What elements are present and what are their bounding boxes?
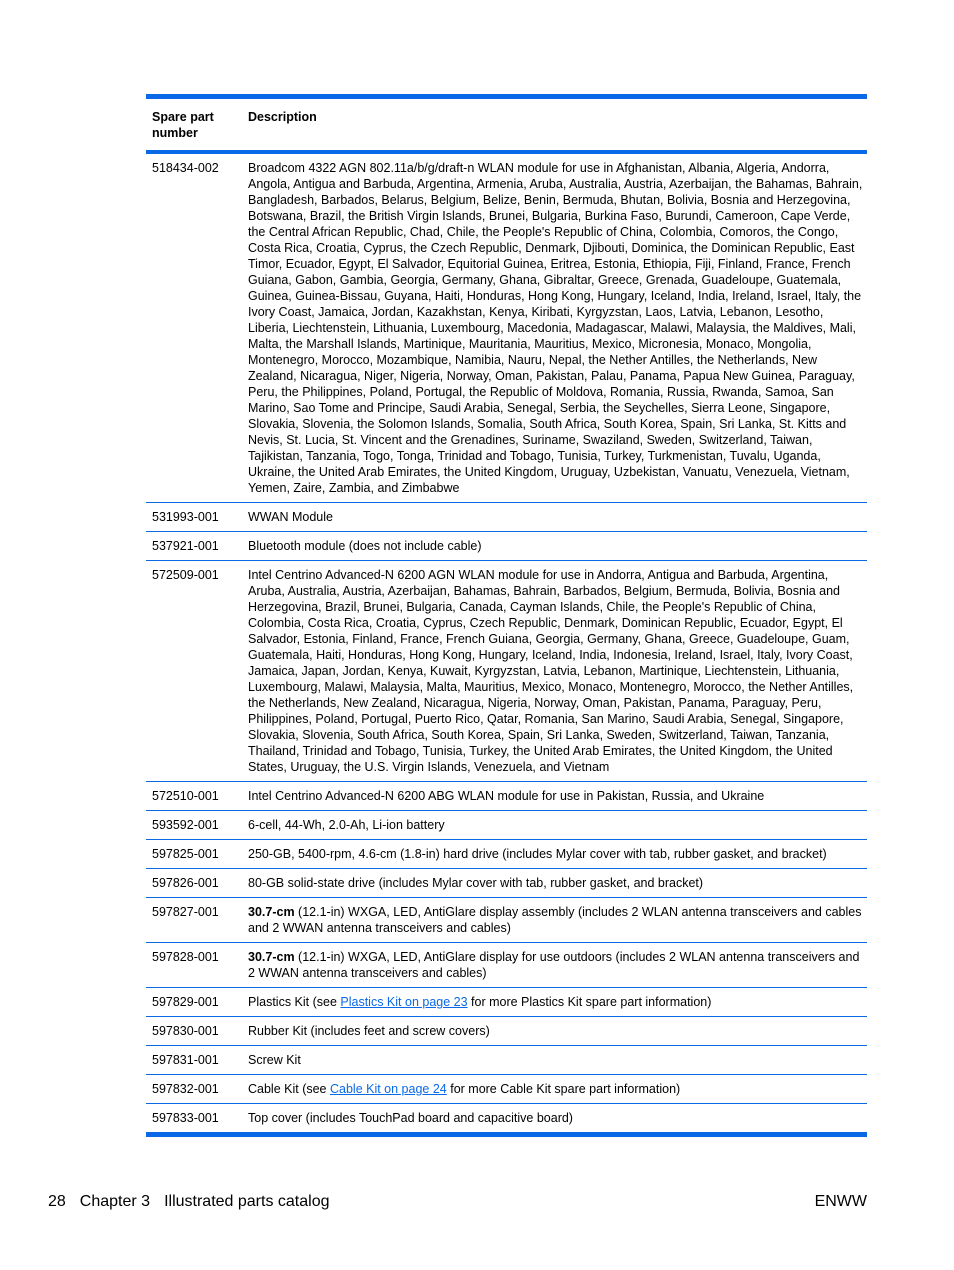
part-number: 597830-001 [152,1024,219,1038]
part-description: 80-GB solid-state drive (includes Mylar cover with tab, rubber gasket, and bracket) [248,876,704,890]
part-number: 597831-001 [152,1053,219,1067]
part-description [242,904,867,936]
part-number: 597825-001 [152,847,219,861]
table-row [146,502,867,531]
header-description: Description [248,110,317,124]
description-pre: Plastics Kit (see [248,995,341,1009]
part-description: WWAN Module [248,510,333,524]
footer-right: ENWW [814,1193,867,1210]
table-row [146,810,867,839]
description-post: for more Cable Kit spare part information) [446,1082,681,1096]
part-description: Intel Centrino Advanced-N 6200 ABG WLAN module for use in Pakistan, Russia, and Ukraine [248,789,765,803]
part-number: 572509-001 [152,568,219,582]
part-description: Screw Kit [248,1053,301,1067]
table-row [146,1074,867,1103]
table-row [146,897,867,942]
chapter-label: Chapter 3 [79,1193,151,1210]
footer-left [48,1192,343,1212]
part-number: 597828-001 [152,950,219,964]
table-row [146,942,867,987]
part-description: 6-cell, 44-Wh, 2.0-Ah, Li-ion battery [248,818,445,832]
part-number: 572510-001 [152,789,219,803]
table-row [146,868,867,897]
part-number: 597826-001 [152,876,219,890]
part-number: 518434-002 [152,161,219,175]
table-row [146,781,867,810]
plastics-kit-link[interactable]: Plastics Kit on page 23 [340,995,468,1009]
part-description: Bluetooth module (does not include cable) [248,539,482,553]
part-number: 597833-001 [152,1111,219,1125]
part-description: Intel Centrino Advanced-N 6200 AGN WLAN module for use in Andorra, Antigua and Barbuda, Argentina, Aruba, Australia, Austria, Azerbaijan, Bahamas, Bahrain, Barbados, Belgium, Bermuda, Bolivia, Bosnia and Herzegovina, Brazil, Brunei, Bulgaria, Canada, Cayman Islands, Chile, the People's Republic of China, Colombia, Costa Rica, Croatia, Cyprus, Czech Republic, Denmark, Dominican Republic, Ecuador, Egypt, El Salvador, Estonia, Finland, France, French Guiana, Georgia, Germany, Ghana, Greece, Guadeloupe, Guam, Guatemala, Haiti, Honduras, Hong Kong, Hungary, Iceland, India, Indonesia, Ireland, Israel, Italy, Ivory Coast, Jamaica, Japan, Jordan, Kenya, Kuwait, Kyrgyzstan, Latvia, Lebanon, Martinique, Liechtenstein, Lithuania, Luxembourg, Malawi, Malaysia, Malta, Mauritius, Mexico, Monaco, Montenegro, Morocco, the Nether Antilles, the Netherlands, New Zealand, Nicaragua, Nigeria, Norway, Oman, Pakistan, Panama, Paraguay, Peru, Philippines, Poland, Portugal, Puerto Rico, Qatar, Romania, San Marino, Saudi Arabia, Senegal, Singapore, Slovakia, Slovenia, South Africa, South Korea, Spain, Sri Lanka, Sweden, Switzerland, Taiwan, Tanzania, Thailand, Trinidad and Tobago, Tunisia, Turkey, the United Arab Emirates, the United Kingdom, the United States, Uruguay, the U.S. Virgin Islands, Venezuela, and Vietnam [248,568,854,774]
spare-parts-table [146,94,867,1137]
part-description: Top cover (includes TouchPad board and capacitive board) [248,1111,573,1125]
description-pre: Cable Kit (see [248,1082,330,1096]
page-number: 28 [48,1193,66,1210]
table-row [146,1103,867,1132]
size-bold: 30.7-cm [248,905,295,919]
table-row [146,987,867,1016]
part-description [242,949,867,981]
part-number: 597827-001 [152,905,219,919]
description-text: (12.1-in) WXGA, LED, AntiGlare display assembly (includes 2 WLAN antenna transceivers and cables and 2 WWAN antenna transceivers and cables) [248,905,862,935]
page-footer [48,1192,867,1212]
table-row [146,531,867,560]
header-part-number: Spare part number [152,110,214,140]
description-text: (12.1-in) WXGA, LED, AntiGlare display for use outdoors (includes 2 WLAN antenna transceivers and 2 WWAN antenna transceivers and cables) [248,950,860,980]
chapter-title: Illustrated parts catalog [164,1193,330,1210]
part-number: 597829-001 [152,995,219,1009]
table-row [146,839,867,868]
cable-kit-link[interactable]: Cable Kit on page 24 [329,1082,447,1096]
part-number: 593592-001 [152,818,219,832]
table-row [146,560,867,781]
table-header [146,99,867,154]
table-row [146,1045,867,1074]
part-description: Rubber Kit (includes feet and screw covers) [248,1024,490,1038]
table-row [146,154,867,502]
part-description [242,994,867,1010]
part-number: 531993-001 [152,510,219,524]
part-number: 537921-001 [152,539,219,553]
part-description [242,1081,867,1097]
size-bold: 30.7-cm [248,950,295,964]
part-description: 250-GB, 5400-rpm, 4.6-cm (1.8-in) hard drive (includes Mylar cover with tab, rubber gasket, and bracket) [248,847,827,861]
table-row [146,1016,867,1045]
part-number: 597832-001 [152,1082,219,1096]
description-post: for more Plastics Kit spare part information) [467,995,712,1009]
part-description: Broadcom 4322 AGN 802.11a/b/g/draft-n WLAN module for use in Afghanistan, Albania, Algeria, Andorra, Angola, Antigua and Barbuda, Argentina, Armenia, Aruba, Australia, Austria, Azerbaijan, the Bahamas, Bahrain, Bangladesh, Barbados, Belarus, Belgium, Belize, Benin, Bermuda, Bhutan, Bolivia, Bosnia and Herzegovina, Botswana, Brazil, the British Virgin Islands, Brunei, Bulgaria, Burkina Faso, Burundi, Cameroon, Cape Verde, the Central African Republic, Chad, Chile, the People's Republic of China, Colombia, Comoros, the Congo, Costa Rica, Croatia, Cyprus, the Czech Republic, Denmark, Djibouti, Dominica, the Dominican Republic, East Timor, Ecuador, Egypt, El Salvador, Equitorial Guinea, Eritrea, Estonia, Ethiopia, Fiji, Finland, France, French Guiana, Gabon, Gambia, Georgia, Germany, Ghana, Gibraltar, Greece, Grenada, Guadeloupe, Guatemala, Guinea, Guinea-Bissau, Guyana, Haiti, Honduras, Hong Kong, Hungary, Iceland, India, Ireland, Israel, Italy, the Ivory Coast, Jamaica, Jordan, Kazakhstan, Kenya, Kiribati, Kyrgyzstan, Laos, Latvia, Lebanon, Lesotho, Liberia, Liechtenstein, Lithuania, Luxembourg, Macedonia, Madagascar, Malawi, Malaysia, the Maldives, Mali, Malta, the Marshall Islands, Martinique, Mauritania, Mauritius, Mexico, Micronesia, Monaco, Mongolia, Montenegro, Morocco, Mozambique, Namibia, Nauru, Nepal, the Nether Antilles, the Netherlands, New Zealand, Nicaragua, Niger, Nigeria, Norway, Oman, Pakistan, Palau, Panama, Papua New Guinea, Paraguay, Peru, the Philippines, Poland, Portugal, the Republic of Moldova, Romania, Russia, Rwanda, Samoa, San Marino, Sao Tome and Principe, Saudi Arabia, Senegal, Serbia, the Seychelles, Sierra Leone, Singapore, Slovakia, Slovenia, the Solomon Islands, Somalia, South Africa, South Korea, Spain, Sri Lanka, St. Kitts and Nevis, St. Lucia, St. Vincent and the Grenadines, Suriname, Swaziland, Sweden, Switzerland, Taiwan, Tajikistan, Tanzania, Togo, Tonga, Trinidad and Tobago, Tunisia, Turkey, Turkmenistan, Tuvalu, Uganda, Ukraine, the United Arab Emirates, the United Kingdom, Uruguay, Uzbekistan, Vanuatu, Venezuela, Vietnam, Yemen, Zaire, Zambia, and Zimbabwe [248,161,863,495]
